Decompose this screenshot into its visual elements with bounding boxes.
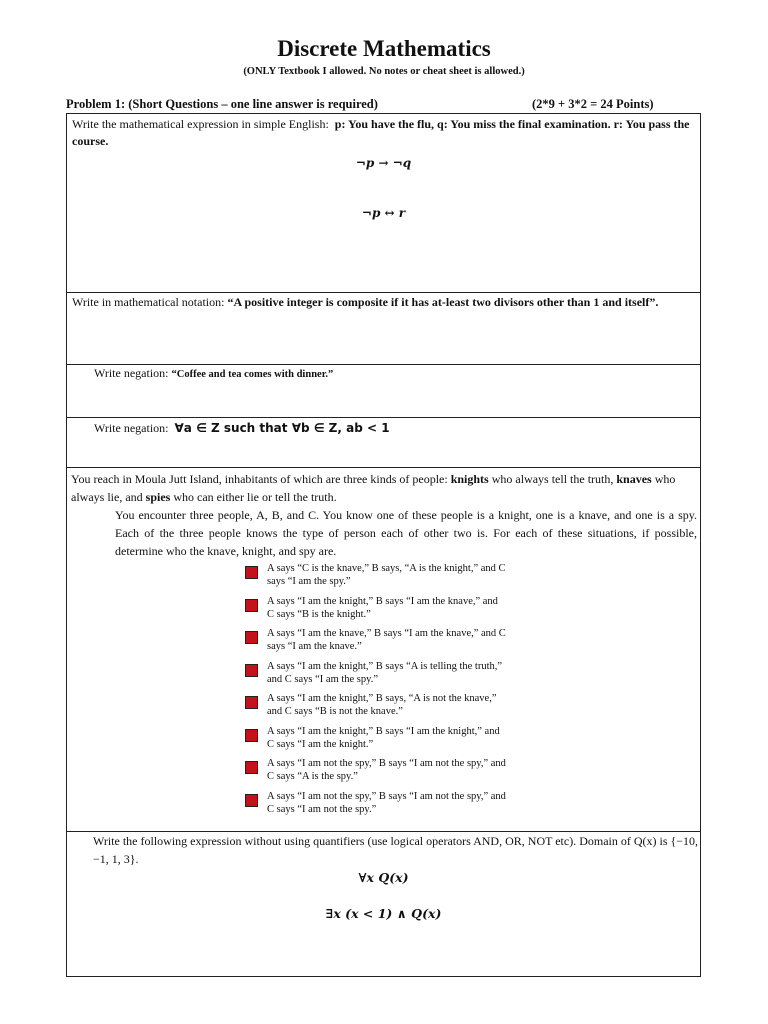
scenario-line-2: C says “I am the knight.”: [267, 738, 374, 750]
question-5-intro: [71, 470, 697, 506]
scenario-line-1: A says “I am the knight,” B says “A is telling the truth,”: [267, 660, 503, 672]
checkbox-icon[interactable]: [245, 696, 258, 709]
question-1-expression-2: ¬p ↔ r: [361, 206, 406, 220]
question-2-statement: “A positive integer is composite if it has at-least two divisors other than 1 and itself”.: [227, 295, 659, 309]
checkbox-icon[interactable]: [245, 631, 258, 644]
scenario-text: [267, 757, 547, 783]
scenario-line-1: A says “I am the knight,” B says, “A is not the knave,”: [267, 693, 497, 704]
intro-part-c: who always lie, and: [71, 472, 676, 504]
scenario-item: [245, 595, 545, 628]
question-6-expression-1: ∀x Q(x): [358, 870, 409, 885]
scenario-item: [245, 692, 545, 725]
question-6-text: Write the following expression without using quantifiers (use logical operators AND, OR, NOT etc). Domain of Q(x) is {−10, −1, 1, 3}.: [93, 834, 699, 866]
question-4-expression: ∀a ∈ Z such that ∀b ∈ Z, ab < 1: [174, 421, 390, 435]
scenario-text: [267, 692, 547, 718]
question-box-3: [66, 364, 701, 418]
question-5-body: You encounter three people, A, B, and C. You know one of these people is a knight, one is a knave, and one is a spy. Each of the three people knows the type of person each of other two is. For each of these situations, if possible, determine who the knave, knight, and spy are.: [115, 508, 697, 558]
question-6-expression-2: ∃x (x < 1) ∧ Q(x): [325, 906, 442, 921]
scenario-item: [245, 627, 545, 660]
scenario-line-2: and C says “B is not the knave.”: [267, 706, 403, 717]
question-box-5: [66, 467, 701, 832]
intro-part-d: who can either lie or tell the truth.: [173, 490, 337, 504]
scenario-line-1: A says “C is the knave,” B says, “A is the knight,” and C: [267, 563, 506, 574]
scenario-line-2: C says “I am not the spy.”: [267, 803, 377, 815]
scenario-text: [267, 660, 547, 686]
scenario-line-2: C says “A is the spy.”: [267, 771, 358, 782]
intro-part-b: who always tell the truth,: [491, 472, 614, 486]
checkbox-icon[interactable]: [245, 599, 258, 612]
question-1-expression-1: ¬p → ¬q: [355, 156, 412, 170]
question-box-1: [66, 113, 701, 293]
scenario-item: [245, 660, 545, 693]
question-3-text: [94, 365, 694, 383]
checkbox-icon[interactable]: [245, 761, 258, 774]
question-box-2: [66, 292, 701, 365]
scenario-text: [267, 595, 547, 621]
question-2-prefix: Write in mathematical notation:: [72, 295, 225, 309]
scenario-item: [245, 562, 545, 595]
scenario-line-1: A says “I am the knight,” B says “I am the knave,” and: [267, 595, 498, 607]
question-1-definitions: p: You have the flu, q: You miss the final examination. r: You pass the course.: [72, 117, 690, 148]
scenario-line-2: C says “B is the knight.”: [267, 608, 371, 620]
scenario-item: [245, 790, 545, 823]
scenario-line-1: A says “I am the knight,” B says “I am the knight,” and: [267, 725, 500, 737]
question-1-intro: Write the mathematical expression in simple English:: [72, 117, 329, 131]
scenario-line-1: A says “I am the knave,” B says “I am the knave,” and C: [267, 628, 506, 639]
page-title: Discrete Mathematics: [277, 36, 491, 61]
checkbox-icon[interactable]: [245, 566, 258, 579]
checkbox-icon[interactable]: [245, 794, 258, 807]
question-4-prefix: Write negation:: [94, 421, 169, 435]
checkbox-icon[interactable]: [245, 729, 258, 742]
scenario-text: [267, 725, 547, 751]
term-knaves: knaves: [616, 472, 652, 486]
scenario-text: [267, 790, 547, 816]
question-3-statement: “Coffee and tea comes with dinner.”: [171, 369, 334, 380]
problem-label: Problem 1: (Short Questions – one line answer is required): [66, 97, 378, 111]
question-1-text: [72, 116, 694, 150]
scenario-line-2: says “I am the spy.”: [267, 576, 351, 587]
problem-points: (2*9 + 3*2 = 24 Points): [532, 97, 654, 111]
question-box-4: [66, 417, 701, 468]
term-knights: knights: [450, 472, 489, 486]
scenario-item: [245, 757, 545, 790]
scenario-list: [245, 562, 545, 822]
scenario-line-1: A says “I am not the spy,” B says “I am not the spy,” and: [267, 790, 506, 802]
question-box-6: [66, 831, 701, 977]
scenario-line-2: says “I am the knave.”: [267, 641, 362, 652]
question-2-text: [72, 293, 694, 311]
scenario-text: [267, 627, 547, 653]
page-subtitle: (ONLY Textbook I allowed. No notes or cheat sheet is allowed.): [243, 66, 525, 77]
scenario-line-2: and C says “I am the spy.”: [267, 673, 378, 685]
question-4-text: [94, 420, 694, 437]
question-3-prefix: Write negation:: [94, 366, 169, 380]
scenario-text: [267, 562, 547, 588]
checkbox-icon[interactable]: [245, 664, 258, 677]
intro-part-a: You reach in Moula Jutt Island, inhabitants of which are three kinds of people:: [71, 472, 448, 486]
scenario-item: [245, 725, 545, 758]
problem-header: [66, 97, 702, 113]
scenario-line-1: A says “I am not the spy,” B says “I am not the spy,” and: [267, 758, 506, 769]
term-spies: spies: [145, 490, 171, 504]
